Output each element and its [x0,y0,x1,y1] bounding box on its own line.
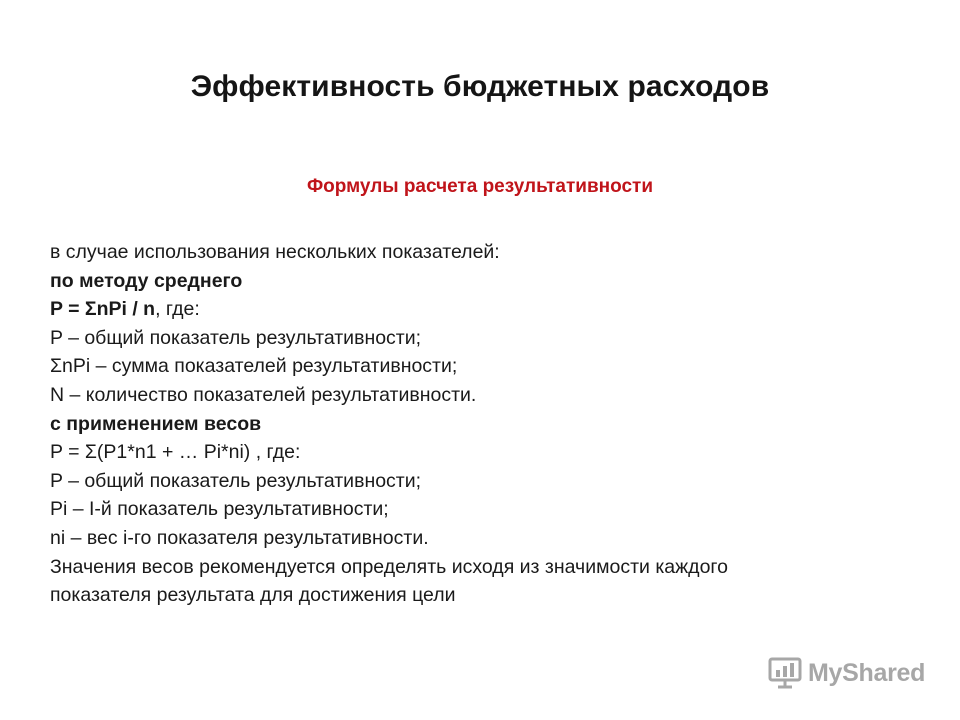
slide-title: Эффективность бюджетных расходов [190,70,770,103]
formula-average-expression: P = ΣnPi / n [50,298,156,321]
body-formula-average [50,295,930,324]
watermark-text: MyShared [808,658,926,687]
body-heading-average-method: по методу среднего [50,269,243,292]
slide-subtitle: Формулы расчета результативности [306,176,654,197]
body-line-n-definition: N – количество показателей результативности. [50,383,477,406]
body-line-weights-note-1: Значения весов рекомендуется определять исходя из значимости каждого [50,555,728,578]
body-line-pi-definition: Pi – I-й показатель результативности; [50,498,389,521]
body-line-ni-definition: ni – вес i-го показателя результативности. [50,526,429,549]
presentation-board-icon [768,656,802,690]
body-line-weights-note-2: показателя результата для достижения цели [50,584,456,607]
watermark-logo [768,656,925,690]
formula-average-suffix: , где: [155,298,200,321]
body-line-p-definition-2: P – общий показатель результативности; [50,469,422,492]
body-formula-weighted: P = Σ(P1*n1 + … Pi*ni) , где: [50,441,301,464]
body-line-sum-definition: ΣnPi – сумма показателей результативности; [50,355,458,378]
slide-body [50,238,930,610]
body-heading-weights-method: с применением весов [50,412,262,435]
body-line-intro: в случае использования нескольких показателей: [50,241,500,263]
body-line-p-definition: P – общий показатель результативности; [50,326,422,349]
